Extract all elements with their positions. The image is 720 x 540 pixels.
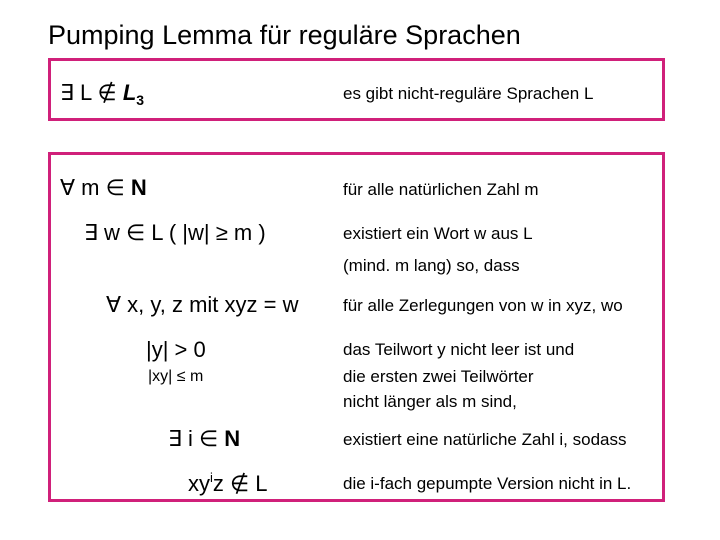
page-title: Pumping Lemma für reguläre Sprachen xyxy=(48,20,521,50)
formula-exponent: i xyxy=(210,470,213,485)
formula-exists-language xyxy=(60,80,144,108)
formula-base: xy xyxy=(188,471,210,496)
desc-nonregular: es gibt nicht-reguläre Sprachen L xyxy=(343,84,594,103)
formula-forall-xyz: ∀ x, y, z mit xyz = w xyxy=(106,292,299,317)
formula-xy-bound: |xy| ≤ m xyxy=(148,368,204,385)
desc-y-nonempty: das Teilwort y nicht leer ist und xyxy=(343,340,575,359)
set-symbol: N xyxy=(130,175,147,200)
desc-forall-m: für alle natürlichen Zahl m xyxy=(343,180,539,199)
desc-exists-w-line1: existiert ein Wort w aus L xyxy=(343,224,533,243)
desc-xy-bound-line1: die ersten zwei Teilwörter xyxy=(343,367,534,386)
class-subscript: 3 xyxy=(136,92,145,108)
formula-y-nonempty: |y| > 0 xyxy=(146,337,206,362)
formula-prefix: ∀ m ∈ xyxy=(60,175,131,200)
formula-rest: z ∉ L xyxy=(212,471,268,496)
formula-forall-m xyxy=(60,175,147,201)
desc-exists-i: existiert eine natürliche Zahl i, sodass xyxy=(343,430,627,449)
formula-exists-i xyxy=(168,426,240,452)
desc-xy-bound-line2: nicht länger als m sind, xyxy=(343,392,517,411)
class-symbol: L xyxy=(122,80,137,105)
desc-exists-w-line2: (mind. m lang) so, dass xyxy=(343,256,520,275)
set-symbol: N xyxy=(224,426,241,451)
formula-pumped xyxy=(188,470,268,497)
formula-prefix: ∃ i ∈ xyxy=(168,426,225,451)
formula-prefix: ∃ L ∉ xyxy=(60,80,123,105)
desc-pumped: die i-fach gepumpte Version nicht in L. xyxy=(343,474,632,493)
formula-exists-w: ∃ w ∈ L ( |w| ≥ m ) xyxy=(84,220,266,245)
desc-forall-xyz: für alle Zerlegungen von w in xyz, wo xyxy=(343,296,623,315)
